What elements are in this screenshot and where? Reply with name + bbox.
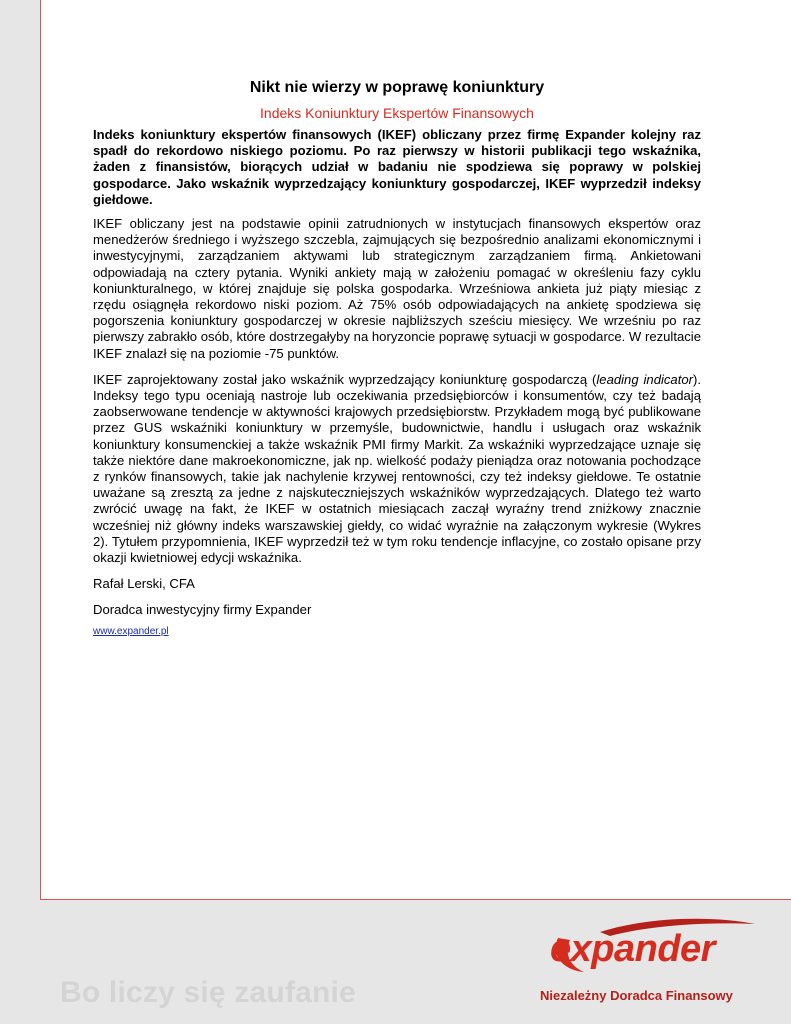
- paragraph-2-italic: leading indicator: [596, 371, 693, 387]
- article-paragraph-1: IKEF obliczany jest na podstawie opinii zatrudnionych w instytucjach finansowych ekspertów oraz menedżerów średniego i wyższego szczebla, zajmujących się bezpośrednio analizami ekonomicznymi i inwestycyjnymi, zarządzaniem aktywami lub strategicznym zarządzaniem firmą. Ankietowani odpowiadają na cztery pytania. Wyniki ankiety mają w założeniu pomagać w określeniu fazy cyklu koniunkturalnego, w której znajduje się polska gospodarka. Wrześniowa ankieta już piąty miesiąc z rzędu osiągnęła rekordowo niski poziom. Aż 75% osób odpowiadających na ankietę spodziewa się pogorszenia koniunktury gospodarczej w okresie najbliższych sześciu miesięcy. We wrześniu po raz pierwszy zabrakło osób, które dostrzegałyby na horyzoncie poprawę sytuacji w gospodarce. W rezultacie IKEF znalazł się na poziomie -75 punktów.: [93, 216, 701, 361]
- expander-logo: [540, 914, 760, 984]
- paragraph-2-end: ). Indeksy tego typu oceniają nastroje lub oczekiwania przedsiębiorców i konsumentów, czy też badają zaobserwowane tendencje w aktywności krajowych przedsiębiorstw. Przykładem mogą być publikowane przez GUS wskaźniki koniunktury w przemyśle, budownictwie, handlu i usługach oraz wskaźnik koniunktury konsumenckiej a także wskaźnik PMI firmy Markit. Za wskaźniki wyprzedzające uznaje się także niektóre dane makroekonomiczne, jak np. wielkość podaży pieniądza oraz notowania pochodzące z rynków finansowych, takie jak nachylenie krzywej rentowności, czy też indeksy giełdowe. Te ostatnie uważane są zresztą za jedne z najskuteczniejszych wskaźników wyprzedzających. Dlatego też warto zwrócić uwagę na fakt, że IKEF w ostatnich miesiącach zaczął wyraźny trend zniżkowy znacznie wcześniej niż główny indeks warszawskiej giełdy, co widać wyraźnie na załączonym wykresie (Wykres 2). Tytułem przypomnienia, IKEF wyprzedził też w tym roku tendencje inflacyjne, co zostało opisane przy okazji kwietniowej edycji wskaźnika.: [93, 371, 701, 566]
- expander-website-link[interactable]: www.expander.pl: [93, 625, 169, 637]
- document-page: [40, 0, 791, 900]
- footer-tagline: Bo liczy się zaufanie: [60, 976, 356, 1009]
- paragraph-2-start: IKEF zaprojektowany został jako wskaźnik wyprzedzający koniunkturę gospodarczą (: [93, 371, 597, 387]
- author-role: Doradca inwestycyjny firmy Expander: [93, 602, 312, 618]
- logo-wordmark: expander: [550, 928, 715, 970]
- article-paragraph-2: [93, 372, 701, 566]
- article: [93, 76, 701, 637]
- author-name: Rafał Lerski, CFA: [93, 576, 195, 592]
- logo-tagline: Niezależny Doradca Finansowy: [540, 988, 733, 1003]
- article-title: Nikt nie wierzy w poprawę koniunktury: [249, 79, 545, 96]
- article-subtitle: Indeks Koniunktury Ekspertów Finansowych: [260, 105, 534, 121]
- article-lead: Indeks koniunktury ekspertów finansowych (IKEF) obliczany przez firmę Expander kolejny raz spadł do rekordowo niskiego poziomu. Po raz pierwszy w historii publikacji tego wskaźnika, żaden z finansistów, biorących udział w badaniu nie spodziewa się poprawy w polskiej gospodarce. Jako wskaźnik wyprzedzający koniunktury gospodarczej, IKEF wyprzedził indeksy giełdowe.: [93, 127, 701, 207]
